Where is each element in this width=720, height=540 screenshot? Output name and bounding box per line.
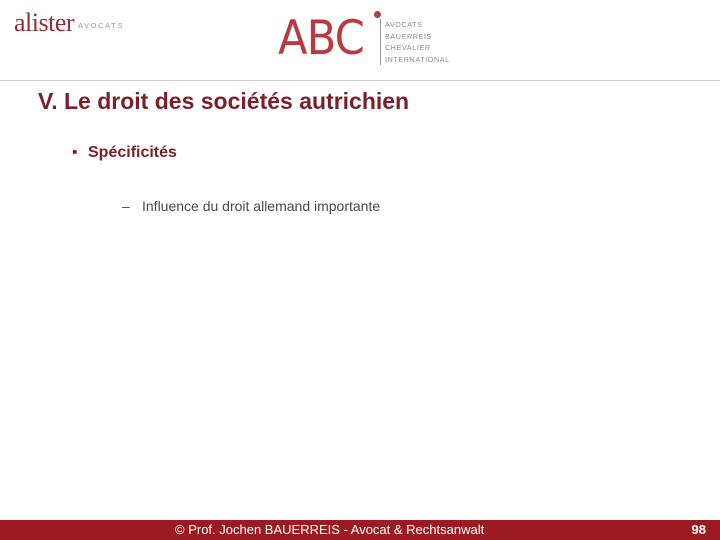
bullet-level2 [122, 198, 380, 214]
footer-credit: © Prof. Jochen BAUERREIS - Avocat & Rechtsanwalt [175, 522, 485, 537]
bullet-text: Influence du droit allemand importante [142, 198, 381, 214]
abci-logo-divider [380, 19, 381, 65]
bullet-marker: • [72, 144, 78, 161]
alister-logo [14, 8, 124, 38]
abci-logo-line: CHEVALIER [385, 43, 431, 52]
footer-bar [0, 520, 720, 540]
abci-logo-line: AVOCATS [385, 20, 423, 29]
bullet-marker: – [122, 198, 130, 214]
alister-logo-word: alister [14, 8, 75, 37]
bullet-level1 [72, 144, 177, 162]
abci-logo-dot [374, 11, 381, 18]
slide-title: V. Le droit des sociétés autrichien [38, 88, 410, 114]
alister-logo-subtitle: AVOCATS [78, 21, 124, 30]
bullet-text: Spécificités [88, 144, 177, 161]
page-number: 98 [691, 522, 706, 537]
abci-logo-line: BAUERREIS [385, 31, 432, 41]
abci-logo-lines [385, 19, 450, 65]
abci-logo-line: INTERNATIONAL [385, 54, 450, 64]
header-rule [0, 80, 720, 81]
abci-logo-word: ABC [278, 11, 364, 66]
